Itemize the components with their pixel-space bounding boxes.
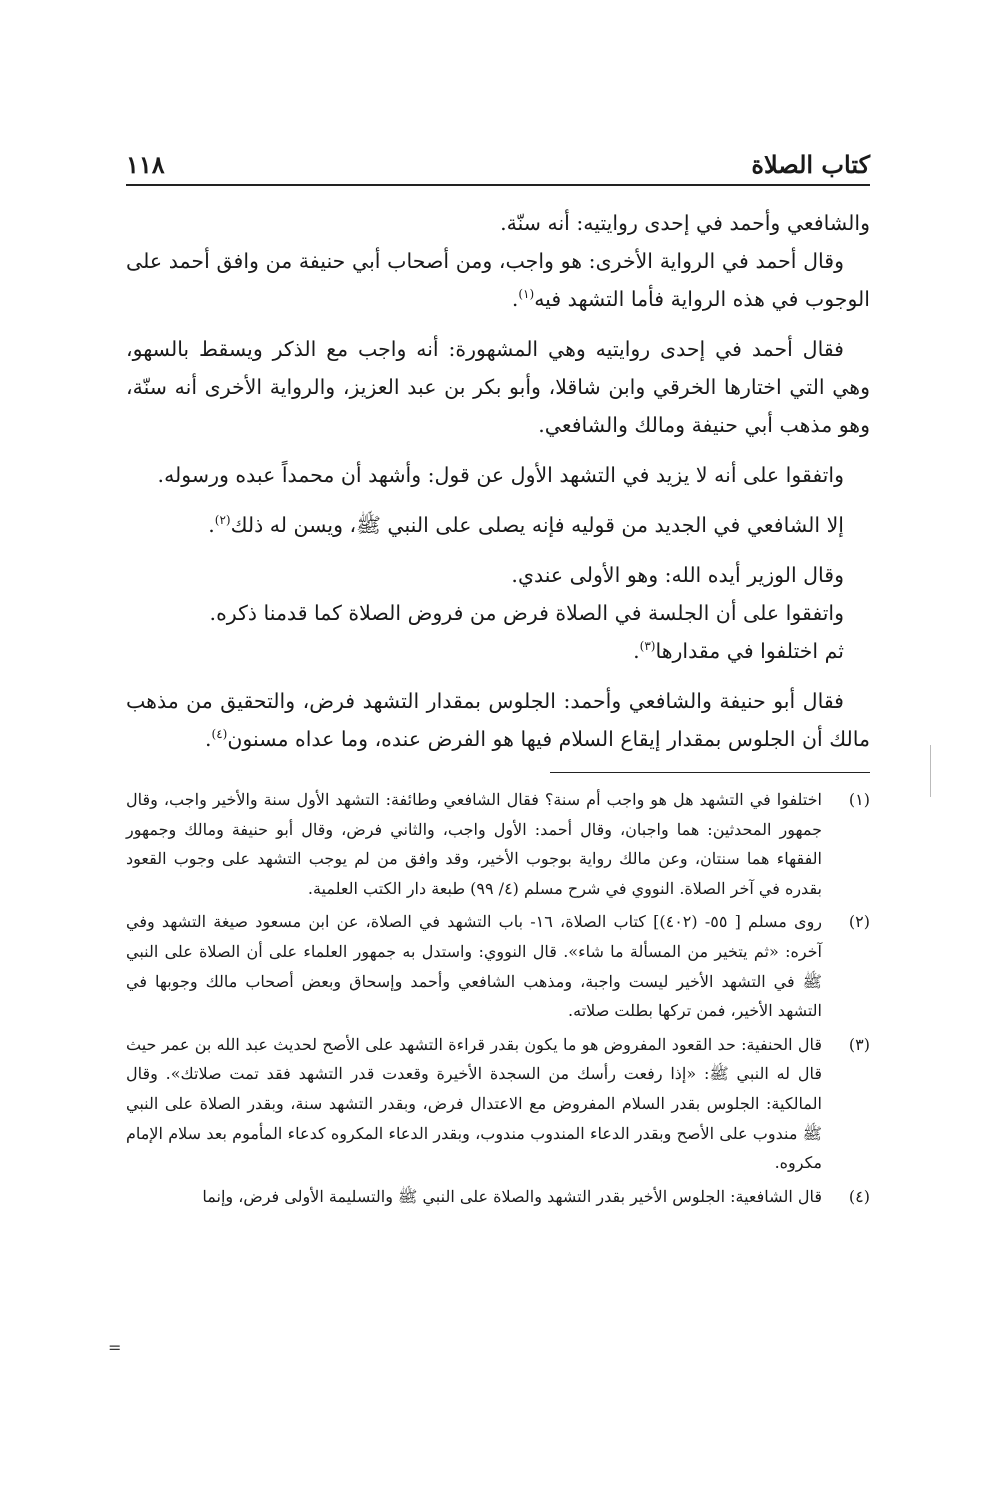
- footnotes: [126, 785, 870, 1211]
- paragraph-text: فقال أبو حنيفة والشافعي وأحمد: الجلوس بمقدار التشهد فرض، والتحقيق من مذهب مالك أن الجلوس بمقدار إيقاع السلام فيها هو الفرض عنده، وما عداه مسنون: [126, 689, 870, 751]
- paragraph: والشافعي وأحمد في إحدى روايتيه: أنه سنّة.: [500, 211, 870, 235]
- paragraph: فقال أبو حنيفة والشافعي وأحمد: الجلوس بمقدار التشهد فرض، والتحقيق من مذهب مالك أن الجلوس بمقدار إيقاع السلام فيها هو الفرض عنده، وما عداه مسنون$^{(٤)}$.: [126, 689, 870, 751]
- book-page: [126, 150, 870, 1350]
- footnote-ref: (٣): [639, 639, 656, 654]
- margin-mark: [930, 745, 931, 797]
- footnote: [126, 1030, 870, 1178]
- footnote-ref: (٢): [214, 513, 231, 528]
- paragraph: واتفقوا على أن الجلسة في الصلاة فرض من فروض الصلاة كما قدمنا ذكره.: [209, 601, 844, 625]
- paragraph-text: ثم اختلفوا في مقدارها: [655, 639, 844, 663]
- footnote-number: (١): [848, 790, 870, 809]
- paragraph: فقال أحمد في إحدى روايتيه وهي المشهورة: أنه واجب مع الذكر ويسقط بالسهو، وهي التي اختارها الخرقي وابن شاقلا، وأبو بكر بن عبد العزيز، والرواية الأخرى أنه سنّة، وهو مذهب أبي حنيفة ومالك والشافعي.: [126, 337, 870, 437]
- paragraph: وقال أحمد في الرواية الأخرى: هو واجب، ومن أصحاب أبي حنيفة من وافق أحمد على الوجوب في هذه الرواية فأما التشهد فيه$^{(١)}$.: [126, 249, 870, 311]
- footnote-text: قال الحنفية: حد القعود المفروض هو ما يكون بقدر قراءة التشهد على الأصح لحديث عبد الله بن عمر حيث قال له النبي ﷺ: «إذا رفعت رأسك من السجدة الأخيرة وقعدت قدر التشهد فقد تمت صلاتك». وقال المالكية: الجلوس بقدر السلام المفروض مع الاعتدال فرض، وبقدر التشهد سنة، وبقدر الصلاة على النبي ﷺ مندوب على الأصح وبقدر الدعاء المندوب مندوب، وبقدر الدعاء المكروه كدعاء المأموم بعد سلام الإمام مكروه.: [126, 1034, 822, 1173]
- footnote-number: (٤): [848, 1186, 870, 1206]
- paragraph: واتفقوا على أنه لا يزيد في التشهد الأول عن قول: وأشهد أن محمداً عبده ورسوله.: [157, 463, 844, 487]
- footnote-text: اختلفوا في التشهد هل هو واجب أم سنة؟ فقال الشافعي وطائفة: التشهد الأول سنة والأخير واجب، وقال جمهور المحدثين: هما واجبان، وقال أحمد: الأول واجب، والثاني فرض، وقال أبو حنيفة ومالك وجمهور الفقهاء هما سنتان، وعن مالك رواية بوجوب الأخير، وقد وافق من لم يوجب التشهد على وجوب القعود بقدره في آخر الصلاة. النووي في شرح مسلم (٤/ ٩٩) طبعة دار الكتب العلمية.: [126, 790, 822, 898]
- paragraph: إلا الشافعي في الجديد من قوليه فإنه يصلى على النبي ﷺ، ويسن له ذلك$^{(٢)}$.: [208, 513, 844, 537]
- footnote: [126, 785, 870, 903]
- continuation-mark: =: [108, 1338, 122, 1357]
- main-text: [126, 204, 870, 758]
- footnote-number: (٢): [848, 912, 870, 932]
- footnote: [126, 907, 870, 1025]
- running-title: كتاب الصلاة: [751, 150, 870, 179]
- paragraph: ثم اختلفوا في مقدارها$^{(٣)}$.: [633, 639, 844, 663]
- paragraph-text: إلا الشافعي في الجديد من قوليه فإنه يصلى على النبي ﷺ، ويسن له ذلك: [230, 513, 844, 537]
- footnote-ref: (٤): [211, 727, 228, 742]
- page-header: [126, 150, 870, 186]
- footnote-text: قال الشافعية: الجلوس الأخير بقدر التشهد والصلاة على النبي ﷺ والتسليمة الأولى فرض، وإنما: [202, 1186, 822, 1206]
- footnote-ref: (١): [518, 287, 535, 302]
- footnote-text: روى مسلم [ ٥٥- (٤٠٢)] كتاب الصلاة، ١٦- باب التشهد في الصلاة، عن ابن مسعود صيغة التشهد وفي آخره: «ثم يتخير من المسألة ما شاء». قال النووي: واستدل به جمهور العلماء على أن الصلاة على النبي ﷺ في التشهد الأخير ليست واجبة، ومذهب الشافعي وأحمد وإسحاق وبعض أصحاب مالك وجوبها في التشهد الأخير، فمن تركها بطلت صلاته.: [126, 912, 823, 1021]
- paragraph: وقال الوزير أيده الله: وهو الأولى عندي.: [511, 563, 844, 587]
- footnote-separator: [550, 772, 870, 773]
- footnote-number: (٣): [848, 1034, 870, 1054]
- paragraph-text: وقال أحمد في الرواية الأخرى: هو واجب، ومن أصحاب أبي حنيفة من وافق أحمد على الوجوب في هذه الرواية فأما التشهد فيه: [126, 249, 870, 311]
- footnote: [126, 1182, 870, 1212]
- page-number: ١١٨: [126, 150, 165, 179]
